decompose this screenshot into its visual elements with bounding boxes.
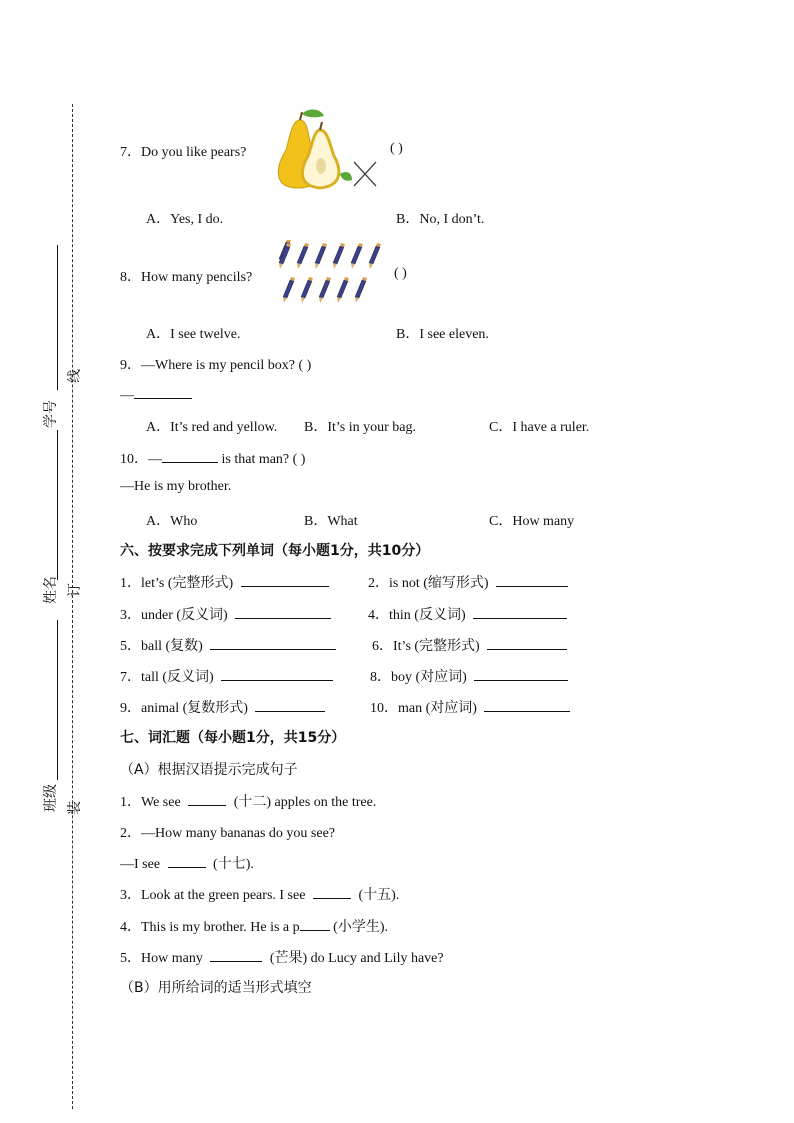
s6-item-8: [370, 666, 568, 686]
pear-image: [270, 106, 385, 190]
s7-q1-start: 1．We see: [120, 795, 181, 810]
s6-item-7-label: 7．tall (反义词): [120, 670, 214, 685]
s6-item-5-label: 5．ball (复数): [120, 639, 203, 654]
q10-option-b: B．What: [304, 514, 358, 529]
s6-item-1-label: 1．let’s (完整形式): [120, 576, 234, 591]
s7-q5-end: (芒果) do Lucy and Lily have?: [269, 951, 444, 966]
s6-item-9-label: 9．animal (复数形式): [120, 701, 248, 716]
s6-item-2-label: 2．is not (缩写形式): [368, 576, 489, 591]
q9-answer-blank: [134, 386, 192, 399]
q9-option-a: A．It’s red and yellow.: [146, 420, 278, 435]
line-mark: 线: [67, 369, 83, 383]
s6-blank-5: [210, 637, 336, 650]
s6-item-1: [120, 572, 329, 592]
s6-item-6: [372, 635, 567, 655]
s7-q5-start: 5．How many: [120, 951, 203, 966]
s7-q1-end: (十二) apples on the tree.: [233, 795, 377, 810]
q8-text: 8．How many pencils?: [120, 270, 253, 285]
s6-blank-2: [496, 574, 568, 587]
q9-answer-line: [120, 386, 192, 404]
s6-item-3: [120, 604, 331, 624]
q10-text: [120, 448, 305, 468]
s7-q2: 2．—How many bananas do you see?: [120, 826, 336, 841]
q8-answer-paren: ( ): [394, 266, 407, 281]
class-line: [57, 620, 58, 780]
s7-q4-blank: [300, 918, 330, 931]
q10-prefix: 10．—: [120, 452, 162, 467]
student-id-label: 学号: [43, 400, 59, 428]
s6-item-7: [120, 666, 333, 686]
q10-option-c: C．How many: [489, 514, 575, 529]
student-id-line: [57, 245, 58, 390]
q9-option-c: C．I have a ruler.: [489, 420, 590, 435]
s6-blank-1: [241, 574, 329, 587]
q7-option-b: B．No, I don’t.: [396, 212, 485, 227]
s7-q2-answer: [120, 853, 254, 873]
s6-item-10-label: 10．man (对应词): [370, 701, 477, 716]
name-line: [57, 430, 58, 580]
q9-text: 9．—Where is my pencil box? ( ): [120, 358, 312, 373]
section7-part-a: （A）根据汉语提示完成句子: [120, 762, 298, 778]
q8-option-b: B．I see eleven.: [396, 327, 489, 342]
s7-q5: [120, 947, 444, 967]
s7-q4-end: (小学生).: [333, 920, 388, 935]
class-label: 班级: [43, 784, 59, 812]
s6-item-5: [120, 635, 336, 655]
bind-mark: 装: [67, 801, 83, 815]
q10-blank: [162, 450, 218, 463]
s7-q3: [120, 884, 399, 904]
s6-blank-8: [474, 668, 568, 681]
q8-option-a: A．I see twelve.: [146, 327, 241, 342]
s6-blank-4: [473, 606, 567, 619]
s7-q2-blank: [168, 855, 206, 868]
s7-q1: [120, 791, 376, 811]
binding-dashed-line: [72, 104, 73, 1109]
s7-q5-blank: [210, 949, 262, 962]
q10-option-a: A．Who: [146, 514, 198, 529]
q10-suffix: is that man? ( ): [218, 452, 306, 467]
s6-blank-6: [487, 637, 567, 650]
s6-item-10: [370, 697, 570, 717]
s6-item-8-label: 8．boy (对应词): [370, 670, 467, 685]
s6-item-4-label: 4．thin (反义词): [368, 608, 466, 623]
staple-mark: 订: [67, 583, 83, 597]
section7-title: 七、词汇题（每小题1分，共15分）: [120, 730, 346, 746]
s7-q3-blank: [313, 886, 351, 899]
s6-item-6-label: 6．It’s (完整形式): [372, 639, 480, 654]
q7-answer-paren: ( ): [390, 141, 403, 156]
s6-blank-7: [221, 668, 333, 681]
section7-part-b: （B）用所给词的适当形式填空: [120, 980, 312, 996]
name-label: 姓名: [43, 576, 59, 604]
q9-option-b: B．It’s in your bag.: [304, 420, 416, 435]
q10-answer: —He is my brother.: [120, 479, 232, 494]
s6-item-3-label: 3．under (反义词): [120, 608, 228, 623]
s6-blank-10: [484, 699, 570, 712]
pencils-image: [278, 240, 390, 304]
s6-item-4: [368, 604, 567, 624]
q7-text: 7．Do you like pears?: [120, 145, 247, 160]
q9-dash: —: [120, 388, 134, 403]
s7-q2-end: (十七).: [213, 857, 254, 872]
s7-q1-blank: [188, 793, 226, 806]
s7-q2-start: —I see: [120, 857, 161, 872]
q7-option-a: A．Yes, I do.: [146, 212, 224, 227]
s7-q4: [120, 916, 388, 936]
s6-blank-9: [255, 699, 325, 712]
s7-q4-start: 4．This is my brother. He is a p: [120, 920, 300, 935]
section6-title: 六、按要求完成下列单词（每小题1分，共10分）: [120, 543, 430, 559]
s6-item-2: [368, 572, 568, 592]
s7-q3-start: 3．Look at the green pears. I see: [120, 888, 306, 903]
s7-q3-end: (十五).: [358, 888, 400, 903]
s6-blank-3: [235, 606, 331, 619]
s6-item-9: [120, 697, 325, 717]
